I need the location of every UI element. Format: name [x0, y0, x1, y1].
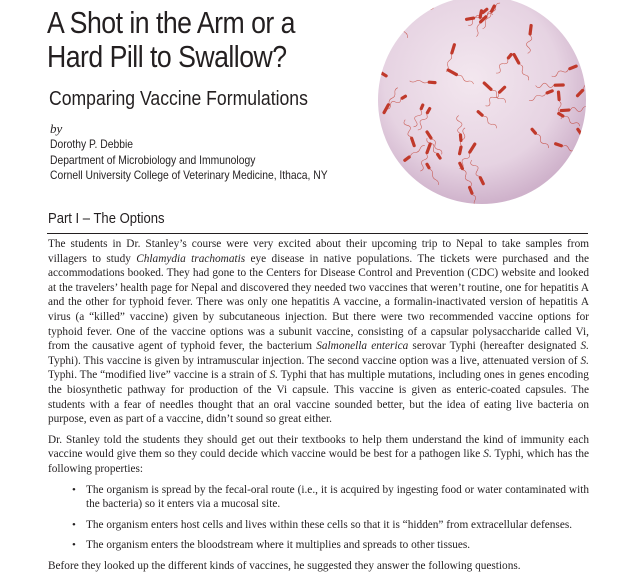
- p1-text-5: Typhi. The “modified live” vaccine is a strain of: [48, 369, 270, 382]
- p1-italic-5: S.: [269, 369, 278, 382]
- p1-text-2: eye disease in native populations. The tickets were purchased and the accommodations booked. They had gone to the Centers for Disease Control and Prevention (CDC) website and looked at the travelers’ health page for Nepal and discovered they needed two vaccines that weren’t routine, one for hepatitis A and the other for typhoid fever. There was only one hepatitis A vaccine, a formalin-inactivated version of hepatitis A virus (a “killed” vaccine) given by subcutaneous injection. But there were two recommended vaccine options for typhoid fever. One of the vaccine options was a subunit vaccine, consisting of a capsular polysaccharide called Vi, from the causative agent of typhoid fever, the bacterium: [48, 252, 589, 353]
- author-department: Department of Microbiology and Immunology: [50, 152, 256, 167]
- list-item: • The organism enters the bloodstream where it multiplies and spreads to other tissues.: [72, 538, 589, 553]
- p1-italic-4: S.: [580, 354, 589, 367]
- p1-italic-2: Salmonella enterica: [316, 340, 409, 353]
- bacterium: [576, 127, 595, 153]
- p1-text-1: The students in Dr. Stanley’s course were very excited about their upcoming trip to Nepal to take samples from villagers to study: [48, 238, 589, 265]
- byline: by: [50, 121, 63, 136]
- paragraph-2: [48, 433, 589, 477]
- p1-italic-3: S.: [580, 340, 590, 353]
- p2-text-2: Typhi, which has the following properties:: [48, 448, 589, 475]
- micrograph-dish: [378, 0, 586, 204]
- author-name: Dorothy P. Debbie: [50, 137, 134, 151]
- body-text: [48, 237, 589, 579]
- bacterium: [379, 9, 406, 28]
- p1-italic-1: Chlamydia trachomatis: [136, 252, 246, 265]
- paragraph-1: [48, 237, 589, 427]
- closing-paragraph: Before they looked up the different kinds of vaccines, he suggested they answer the following questions.: [48, 559, 521, 572]
- part-heading: Part I – The Options: [48, 211, 165, 227]
- section-divider: [47, 233, 588, 234]
- bacterium: [571, 165, 593, 190]
- author-institution: Cornell University College of Veterinary Medicine, Ithaca, NY: [50, 168, 328, 182]
- title-line-2: Hard Pill to Swallow?: [47, 39, 287, 74]
- page-subtitle: Comparing Vaccine Formulations: [49, 88, 308, 110]
- bacterium: [398, 0, 418, 8]
- list-item: • The organism enters host cells and lives within these cells so that it is “hidden” from extracellular defenses.: [72, 518, 589, 533]
- author-block: [50, 137, 328, 184]
- properties-list: [48, 483, 589, 553]
- p2-text-1: Dr. Stanley told the students they should get out their textbooks to help them understand the kind of immunity each vaccine would give them so they could decide which vaccine would be best for a pathogen like: [48, 433, 589, 461]
- title-line-1: A Shot in the Arm or a: [47, 5, 295, 40]
- p1-text-3: serovar Typhi (hereafter designated: [408, 340, 581, 353]
- p1-text-6: Typhi that has multiple mutations, including ones in genes encoding the biosynthetic pathway for production of the Vi capsule. This vaccine is given as enteric-coated capsules. The students with a fear of needles thought that an oral vaccine sounded better, but the idea of eating live bacteria on purpose, even as part of a vaccine, didn’t sound so great either.: [48, 369, 589, 426]
- bacteria-micrograph-icon: [368, 0, 596, 212]
- p2-italic-1: S.: [483, 448, 492, 461]
- list-item: • The organism is spread by the fecal-oral route (i.e., it is acquired by ingesting food or water contaminated with the bacteria) so it enters via a mucosal site.: [72, 483, 589, 512]
- page-title: [47, 6, 295, 74]
- p1-text-4: Typhi). This vaccine is given by intramuscular injection. The second vaccine option was a live, attenuated version of: [48, 354, 581, 367]
